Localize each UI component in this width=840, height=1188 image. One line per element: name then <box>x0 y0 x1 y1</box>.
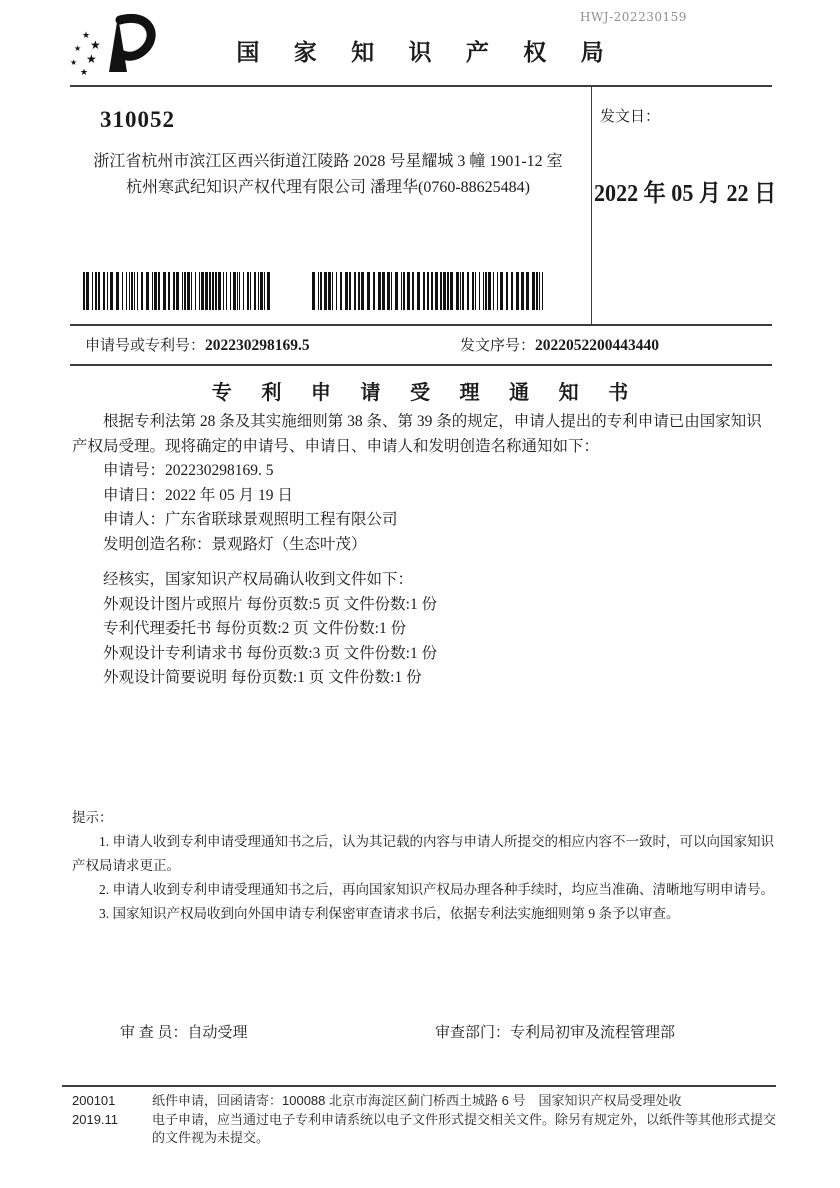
postal-code: 310052 <box>100 107 175 132</box>
application-number-value: 202230298169.5 <box>205 337 310 354</box>
footer-form-code: 200101 <box>72 1093 116 1108</box>
footer-notes <box>72 1092 776 1148</box>
svg-text:★: ★ <box>70 58 78 67</box>
footer-note-text: 电子申请，应当通过电子专利申请系统以电子文件形式提交相关文件。除另有规定外，以纸件等其他形式提交的文件视为未提交。 <box>152 1112 777 1145</box>
footer-row <box>72 1092 776 1110</box>
document-item: 外观设计图片或照片 每份页数:5 页 文件份数:1 份 <box>103 595 438 613</box>
notice-body <box>72 410 770 691</box>
examiner-field <box>120 1021 248 1042</box>
department-field <box>435 1021 675 1042</box>
examiner-value: 自动受理 <box>187 1025 248 1041</box>
tip-item: 1. 申请人收到专利申请受理通知书之后，认为其记载的内容与申请人所提交的相应内容不一致时，可以向国家知识产权局请求更正。 <box>72 834 774 873</box>
agency-title: 国 家 知 识 产 权 局 <box>236 39 618 65</box>
reference-row <box>0 334 840 356</box>
department-value: 专利局初审及流程管理部 <box>510 1025 676 1041</box>
footer-rule <box>62 1085 776 1087</box>
signoff-row <box>0 1021 840 1043</box>
tip-item: 2. 申请人收到专利申请受理通知书之后，再向国家知识产权局办理各种手续时，均应当准确、清晰地写明申请号。 <box>99 882 774 897</box>
address-line-2: 杭州寒武纪知识产权代理有限公司 潘理华(0760-88625484) <box>126 179 530 196</box>
tips-section <box>72 806 774 926</box>
examiner-label: 审 查 员： <box>120 1025 188 1041</box>
document-item: 专利代理委托书 每份页数:2 页 文件份数:1 份 <box>103 620 407 637</box>
department-label: 审查部门： <box>435 1025 511 1041</box>
field-invention-title: 发明创造名称：景观路灯（生态叶茂） <box>103 535 367 553</box>
dispatch-date-value: 2022 年 05 月 22 日 <box>594 181 777 207</box>
address-dispatch-table <box>70 85 777 326</box>
notice-title: 专 利 申 请 受 理 通 知 书 <box>211 382 641 404</box>
dispatch-serial-value: 2022052200443440 <box>535 337 660 354</box>
svg-text:★: ★ <box>82 31 91 41</box>
field-application-date: 申请日：2022 年 05 月 19 日 <box>103 486 293 504</box>
recipient-address <box>78 149 578 201</box>
documents-received-intro: 经核实，国家知识产权局确认收到文件如下： <box>103 571 414 588</box>
barcode-right <box>312 272 548 310</box>
footer-form-date: 2019.11 <box>72 1112 119 1127</box>
footer-note-text: 纸件申请，回函请寄：100088 北京市海淀区蓟门桥西土城路 6 号 国家知识产权局受理处收 <box>152 1093 682 1108</box>
svg-text:★: ★ <box>86 52 97 66</box>
application-number <box>85 334 310 355</box>
field-applicant: 申请人：广东省联球景观照明工程有限公司 <box>103 511 398 528</box>
address-line-1: 浙江省杭州市滨江区西兴街道江陵路 2028 号星耀城 3 幢 1901-12 室 <box>93 153 563 170</box>
tips-label: 提示： <box>72 810 113 825</box>
notice-intro-paragraph: 根据专利法第 28 条及其实施细则第 38 条、第 39 条的规定，申请人提出的专利申请已由国家知识产权局受理。现将确定的申请号、申请日、申请人和发明创造名称通知如下： <box>72 413 762 455</box>
dispatch-serial-number <box>460 334 659 355</box>
dispatch-date-label: 发文日： <box>600 109 661 125</box>
tip-item: 3. 国家知识产权局收到向外国申请专利保密审查请求书后，依据专利法实施细则第 9 条予以审查。 <box>99 906 680 921</box>
document-item: 外观设计简要说明 每份页数:1 页 文件份数:1 份 <box>103 669 422 686</box>
field-application-number: 申请号：202230298169. 5 <box>103 462 274 479</box>
svg-text:★: ★ <box>90 38 101 52</box>
svg-text:★: ★ <box>80 68 89 78</box>
horizontal-rule <box>70 364 772 366</box>
svg-text:★: ★ <box>74 44 82 53</box>
footer-row <box>72 1111 776 1147</box>
barcode-left <box>83 272 275 310</box>
document-reference-number: HWJ-202230159 <box>580 10 687 24</box>
application-number-label: 申请号或专利号： <box>85 338 206 354</box>
dispatch-serial-label: 发文序号： <box>460 338 536 354</box>
table-vertical-divider <box>591 87 592 324</box>
document-item: 外观设计专利请求书 每份页数:3 页 文件份数:1 份 <box>103 644 438 662</box>
